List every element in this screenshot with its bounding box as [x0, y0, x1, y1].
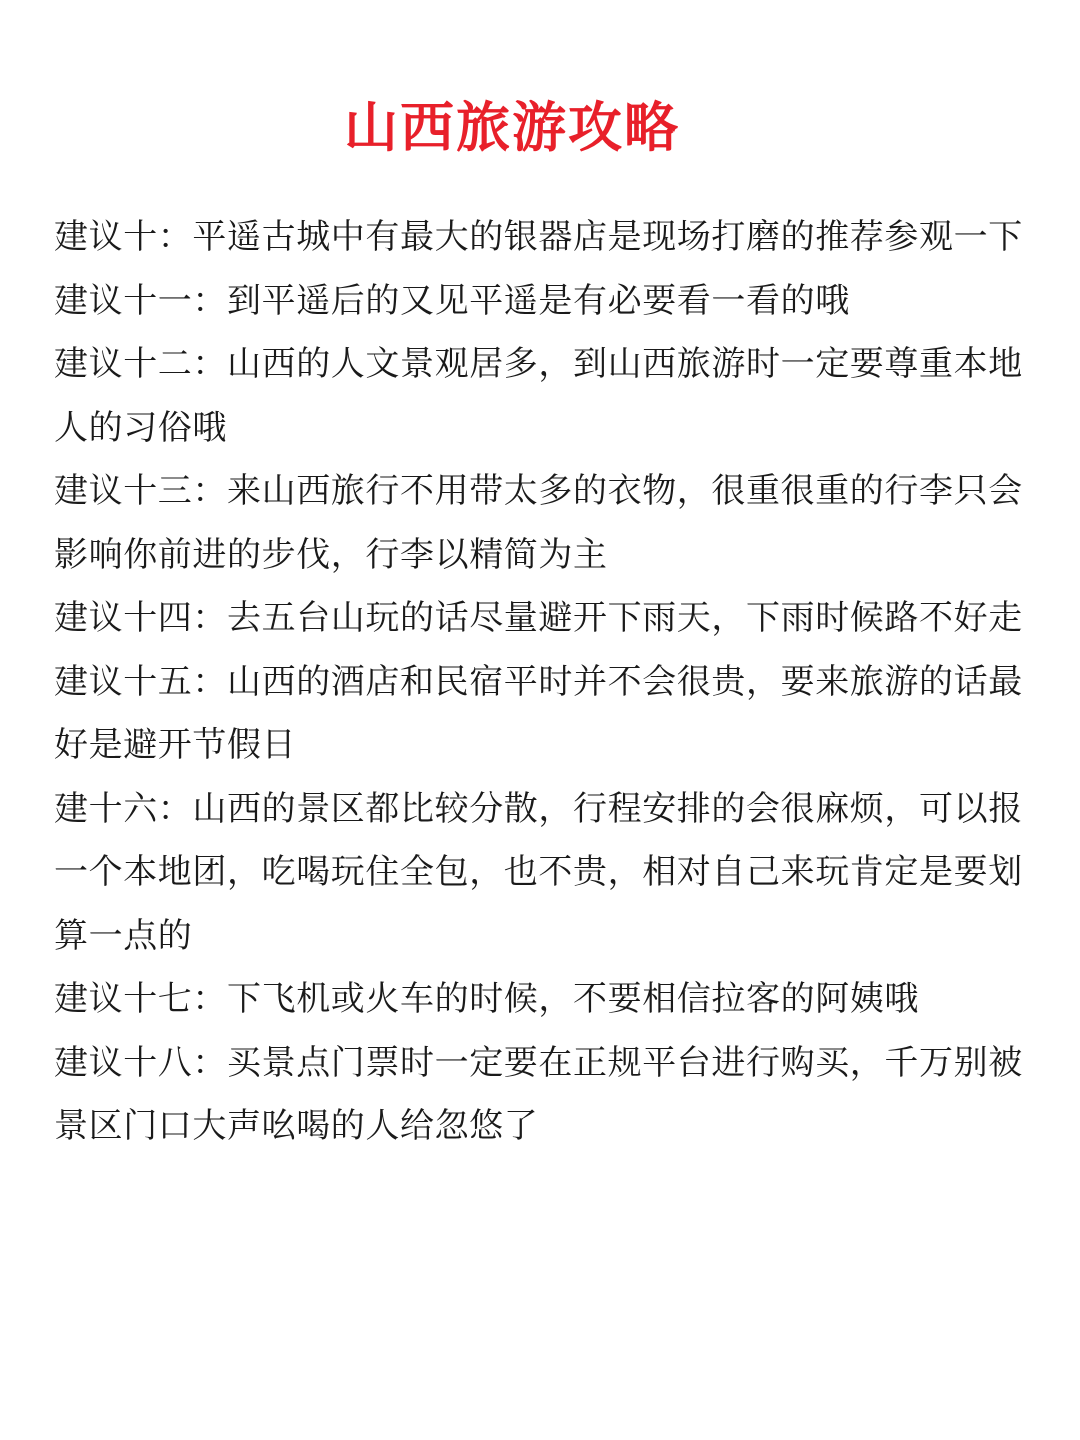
tip-item: 建十六：山西的景区都比较分散，行程安排的会很麻烦，可以报一个本地团，吃喝玩住全包，也不贵，相对自己来玩肯定是要划算一点的 [54, 788, 1023, 956]
tip-item: 建议十七：下飞机或火车的时候，不要相信拉客的阿姨哦 [54, 979, 919, 1019]
tip-item: 建议十四：去五台山玩的话尽量避开下雨天，下雨时候路不好走 [54, 598, 1023, 638]
document-title: 山西旅游攻略 [344, 96, 680, 159]
tip-item: 建议十八：买景点门票时一定要在正规平台进行购买，千万别被景区门口大声吆喝的人给忽悠了 [54, 1042, 1023, 1146]
tip-item: 建议十五：山西的酒店和民宿平时并不会很贵，要来旅游的话最好是避开节假日 [54, 661, 1023, 765]
tip-item: 建议十二：山西的人文景观居多，到山西旅游时一定要尊重本地人的习俗哦 [54, 344, 1023, 448]
tips-list [54, 206, 1044, 1159]
tip-item: 建议十：平遥古城中有最大的银器店是现场打磨的推荐参观一下 [54, 217, 1023, 257]
tip-item: 建议十一：到平遥后的又见平遥是有必要看一看的哦 [54, 280, 850, 321]
tip-item: 建议十三：来山西旅行不用带太多的衣物，很重很重的行李只会影响你前进的步伐，行李以精简为主 [54, 471, 1023, 575]
